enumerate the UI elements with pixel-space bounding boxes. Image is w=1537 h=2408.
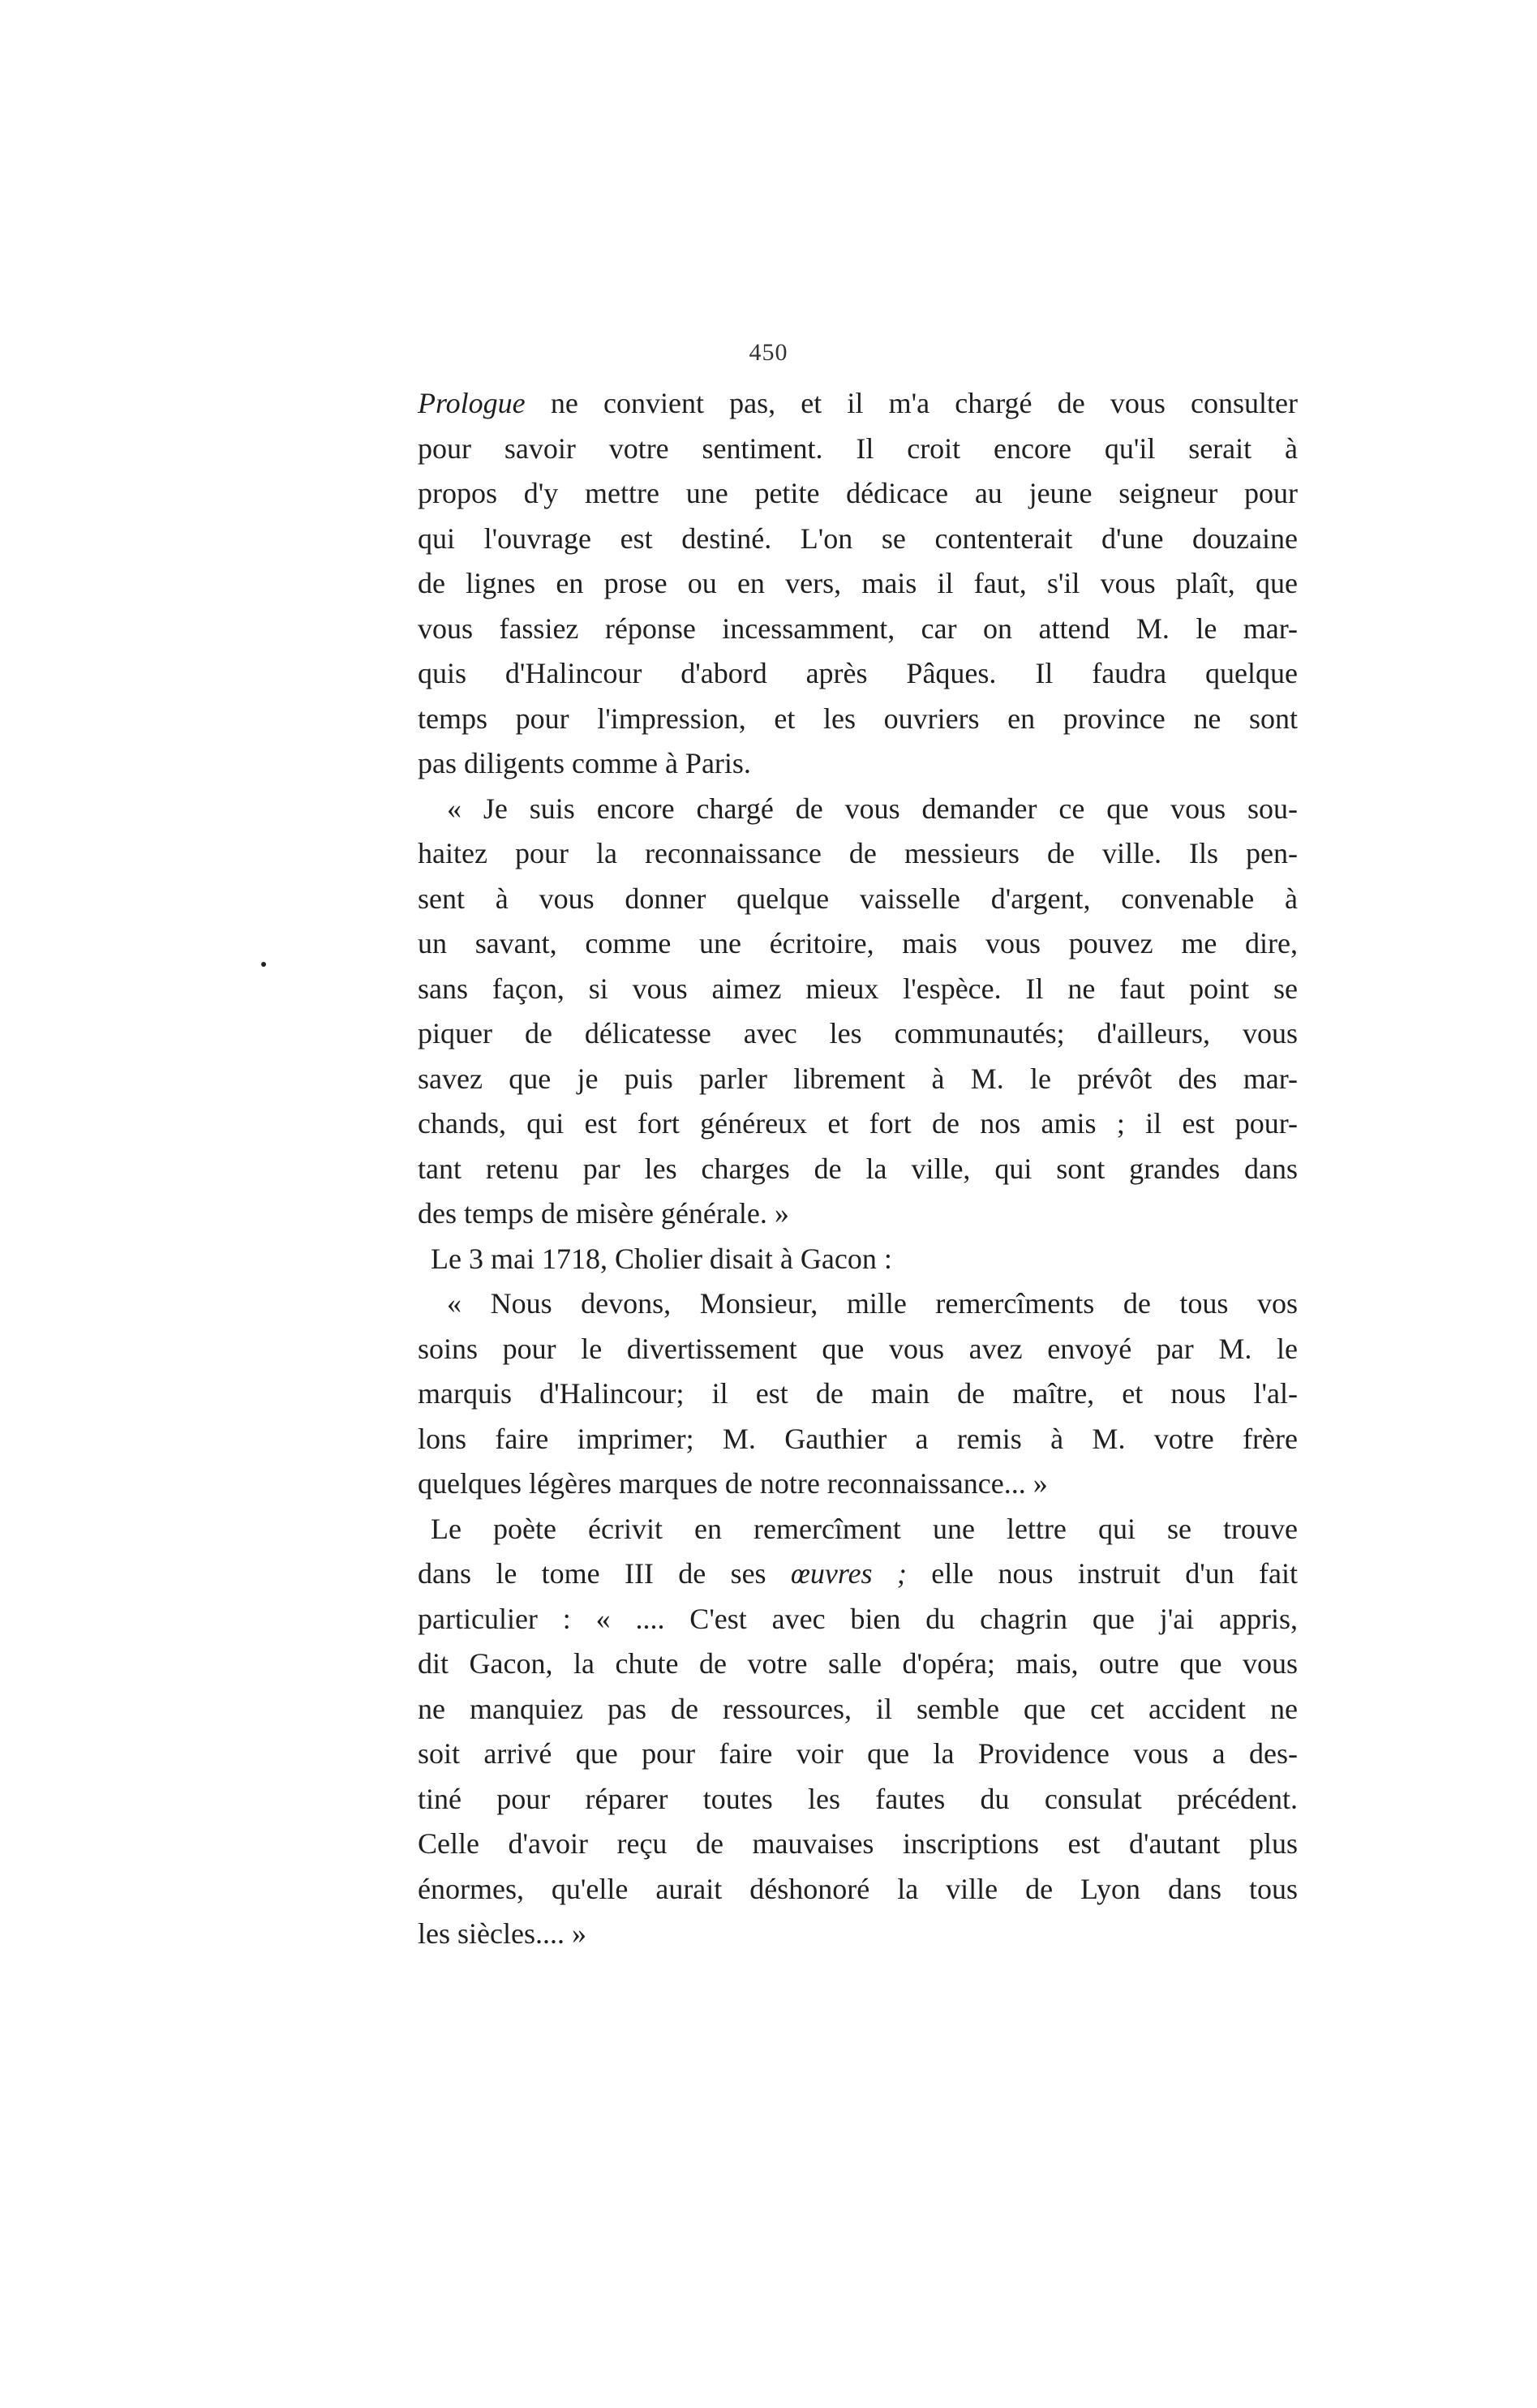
text-line [418,607,1298,652]
text-line [418,1191,1298,1237]
text-line [418,1057,1298,1102]
text-line [418,697,1298,742]
text-run: sans façon, si vous aimez mieux l'espèce. Il ne faut point se [418,972,1298,1005]
text-line [418,1281,1298,1327]
text-run: soit arrivé que pour faire voir que la Providence vous a des- [418,1737,1298,1770]
text-line [418,1687,1298,1732]
text-line [418,1822,1298,1867]
text-run: « Je suis encore chargé de vous demander ce que vous sou- [447,792,1298,825]
body-text [418,381,1298,1957]
text-line [418,1147,1298,1192]
text-line [418,877,1298,922]
text-line [418,1327,1298,1372]
text-run: haitez pour la reconnaissance de messieurs de ville. Ils pen- [418,837,1298,869]
text-line [418,1642,1298,1687]
text-line [418,1597,1298,1642]
text-line [418,831,1298,877]
text-line [418,561,1298,607]
text-run: soins pour le divertissement que vous avez envoyé par M. le [418,1332,1298,1365]
text-run: Celle d'avoir reçu de mauvaises inscriptions est d'autant plus [418,1827,1298,1860]
text-line [418,517,1298,562]
text-run: ne manquiez pas de ressources, il semble que cet accident ne [418,1692,1298,1725]
text-run: temps pour l'impression, et les ouvriers en province ne sont [418,702,1298,735]
text-line [418,1507,1298,1552]
text-run: « Nous devons, Monsieur, mille remercîments de tous vos [447,1287,1298,1320]
text-run: dit Gacon, la chute de votre salle d'opéra; mais, outre que vous [418,1647,1298,1680]
text-run: les siècles.... » [418,1917,586,1950]
page-number: 450 [749,339,788,366]
text-run: pas diligents comme à Paris. [418,747,751,779]
text-run: de lignes en prose ou en vers, mais il faut, s'il vous plaît, que [418,567,1298,599]
text-run: lons faire imprimer; M. Gauthier a remis à M. votre frère [418,1422,1298,1455]
text-line [418,967,1298,1012]
text-line [418,1777,1298,1822]
text-run: vous fassiez réponse incessamment, car on attend M. le mar- [418,612,1298,645]
text-line [418,471,1298,517]
text-line [418,651,1298,697]
text-line [418,787,1298,832]
italic-text-run: œuvres ; [790,1557,907,1590]
text-run: un savant, comme une écritoire, mais vous pouvez me dire, [418,927,1298,959]
text-run: quis d'Halincour d'abord après Pâques. Il faudra quelque [418,657,1298,689]
text-run: savez que je puis parler librement à M. le prévôt des mar- [418,1062,1298,1095]
text-line [418,1371,1298,1417]
text-run: tant retenu par les charges de la ville, qui sont grandes dans [418,1152,1298,1185]
text-line [418,1552,1298,1597]
text-line [418,1417,1298,1462]
text-run: tiné pour réparer toutes les fautes du consulat précédent. [418,1782,1298,1815]
text-run: chands, qui est fort généreux et fort de nos amis ; il est pour- [418,1107,1298,1140]
text-line [418,1912,1298,1957]
text-line [418,1101,1298,1147]
text-line [418,921,1298,967]
text-run: sent à vous donner quelque vaisselle d'argent, convenable à [418,882,1298,915]
ink-speck [261,962,266,967]
text-run: pour savoir votre sentiment. Il croit encore qu'il serait à [418,431,1298,465]
text-line [418,1011,1298,1057]
text-run: particulier : « .... C'est avec bien du chagrin que j'ai appris, [418,1602,1298,1635]
text-line [418,741,1298,787]
text-run: piquer de délicatesse avec les communautés; d'ailleurs, vous [418,1017,1298,1049]
text-run: elle nous instruit d'un fait [906,1557,1298,1590]
text-line [418,381,1298,427]
text-run: énormes, qu'elle aurait déshonoré la ville de Lyon dans tous [418,1872,1298,1905]
text-run: marquis d'Halincour; il est de main de maître, et nous l'al- [418,1377,1298,1410]
italic-text-run: Prologue [418,387,526,419]
text-run: qui l'ouvrage est destiné. L'on se contenterait d'une douzaine [418,522,1298,555]
text-line [418,427,1298,472]
text-run: propos d'y mettre une petite dédicace au jeune seigneur pour [418,477,1298,509]
text-run: Le 3 mai 1718, Cholier disait à Gacon : [431,1242,892,1275]
text-line [418,1237,1298,1282]
text-run: des temps de misère générale. » [418,1197,789,1230]
text-run: ne convient pas, et il m'a chargé de vous consulter [525,387,1298,419]
text-line [418,1867,1298,1912]
text-line [418,1462,1298,1507]
text-line [418,1732,1298,1777]
text-run: quelques légères marques de notre reconnaissance... » [418,1467,1048,1500]
text-run: dans le tome III de ses [418,1557,791,1590]
text-run: Le poète écrivit en remercîment une lettre qui se trouve [431,1512,1298,1545]
